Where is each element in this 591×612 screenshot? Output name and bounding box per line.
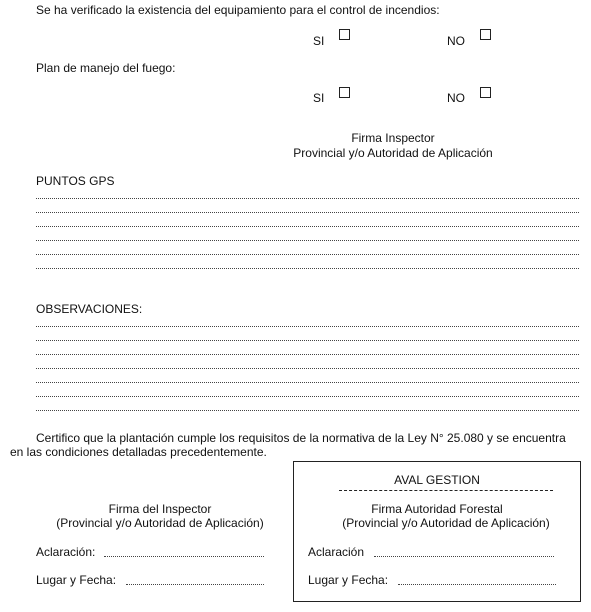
observations-line[interactable] [36, 326, 579, 327]
equipment-no-label: NO [447, 34, 465, 48]
observations-line[interactable] [36, 368, 579, 369]
certification-line2: en las condiciones detalladas precedentemente. [10, 445, 267, 459]
equipment-no-checkbox[interactable] [480, 29, 491, 40]
observations-line[interactable] [36, 354, 579, 355]
equipment-yes-label: SI [313, 34, 325, 48]
fire-plan-yes-checkbox[interactable] [339, 87, 350, 98]
aval-clarification-field[interactable] [374, 556, 554, 557]
left-clarification-label: Aclaración: [36, 545, 96, 559]
left-clarification-field[interactable] [104, 556, 264, 557]
aval-place-date-label: Lugar y Fecha: [308, 573, 389, 587]
gps-heading: PUNTOS GPS [36, 174, 115, 188]
observations-line[interactable] [36, 410, 579, 411]
left-signature-line1: Firma del Inspector [108, 502, 212, 516]
observations-line[interactable] [36, 396, 579, 397]
inspector-signature-line1: Firma Inspector [351, 131, 435, 145]
equipment-question: Se ha verificado la existencia del equipamiento para el control de incendios: [36, 3, 440, 17]
fire-plan-no-checkbox[interactable] [480, 87, 491, 98]
aval-clarification-label: Aclaración [308, 545, 365, 559]
fire-plan-question: Plan de manejo del fuego: [36, 61, 176, 75]
left-place-date-field[interactable] [126, 584, 264, 585]
observations-heading: OBSERVACIONES: [36, 302, 143, 316]
fire-plan-no-label: NO [447, 91, 465, 105]
left-signature-line2: (Provincial y/o Autoridad de Aplicación) [56, 516, 264, 530]
aval-box-divider [339, 490, 553, 491]
inspector-signature-line2: Provincial y/o Autoridad de Aplicación [293, 146, 493, 160]
gps-line[interactable] [36, 226, 579, 227]
gps-line[interactable] [36, 212, 579, 213]
aval-box-line1: Firma Autoridad Forestal [371, 502, 503, 516]
gps-line[interactable] [36, 240, 579, 241]
gps-line[interactable] [36, 268, 579, 269]
aval-place-date-field[interactable] [398, 584, 556, 585]
left-place-date-label: Lugar y Fecha: [36, 573, 117, 587]
aval-box-line2: (Provincial y/o Autoridad de Aplicación) [342, 516, 550, 530]
certification-line1: Certifico que la plantación cumple los requisitos de la normativa de la Ley N° 25.080 y se encuentra [36, 431, 566, 445]
aval-box-title: AVAL GESTION [394, 473, 480, 487]
gps-line[interactable] [36, 198, 579, 199]
fire-plan-yes-label: SI [313, 91, 325, 105]
equipment-yes-checkbox[interactable] [339, 29, 350, 40]
observations-line[interactable] [36, 382, 579, 383]
observations-line[interactable] [36, 340, 579, 341]
gps-line[interactable] [36, 254, 579, 255]
